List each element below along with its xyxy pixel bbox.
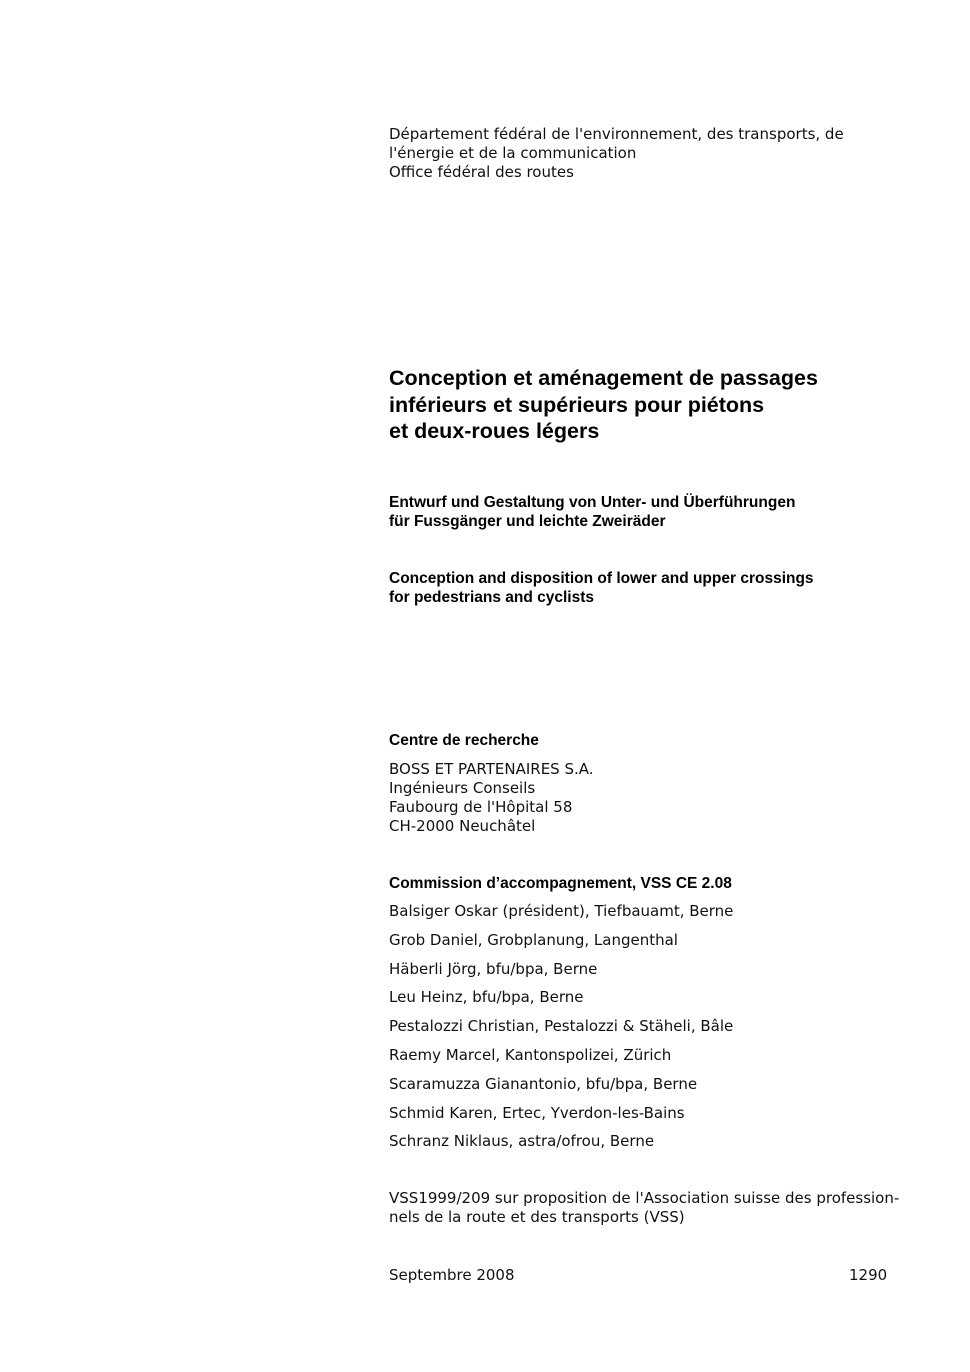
address-line: Ingénieurs Conseils bbox=[389, 779, 536, 797]
member-item: Balsiger Oskar (président), Tiefbauamt, Berne bbox=[389, 902, 734, 920]
address-line: BOSS ET PARTENAIRES S.A. bbox=[389, 760, 594, 778]
subtitle-line: Entwurf und Gestaltung von Unter- und Überführungen bbox=[389, 494, 796, 511]
subtitle-line: for pedestrians and cyclists bbox=[389, 589, 595, 606]
department-line: Office fédéral des routes bbox=[389, 163, 574, 181]
proposal-line: nels de la route et des transports (VSS) bbox=[389, 1208, 685, 1226]
address-line: Faubourg de l'Hôpital 58 bbox=[389, 798, 573, 816]
report-title bbox=[389, 365, 889, 445]
title-line: Conception et aménagement de passages bbox=[389, 366, 818, 390]
subtitle-german bbox=[389, 493, 889, 531]
department-header bbox=[389, 125, 889, 182]
subtitle-english bbox=[389, 569, 889, 607]
department-line: l'énergie et de la communication bbox=[389, 144, 637, 162]
proposal-note bbox=[389, 1189, 900, 1227]
member-item: Schranz Niklaus, astra/ofrou, Berne bbox=[389, 1132, 655, 1151]
member-item: Leu Heinz, bfu/bpa, Berne bbox=[389, 988, 584, 1007]
member-item: Pestalozzi Christian, Pestalozzi & Stäheli, Bâle bbox=[389, 1017, 734, 1036]
member-item: Grob Daniel, Grobplanung, Langenthal bbox=[389, 930, 678, 949]
research-centre-heading: Centre de recherche bbox=[389, 732, 539, 749]
department-line: Département fédéral de l'environnement, des transports, de bbox=[389, 125, 844, 143]
address-line: CH-2000 Neuchâtel bbox=[389, 817, 536, 835]
footer-date: Septembre 2008 bbox=[389, 1266, 515, 1284]
commission-members-list bbox=[389, 902, 889, 1161]
footer-report-number: 1290 bbox=[849, 1266, 888, 1284]
commission-heading: Commission d’accompagnement, VSS CE 2.08 bbox=[389, 875, 732, 892]
subtitle-line: Conception and disposition of lower and upper crossings bbox=[389, 570, 814, 587]
title-line: et deux-roues légers bbox=[389, 419, 600, 443]
member-item: Häberli Jörg, bfu/bpa, Berne bbox=[389, 959, 598, 978]
member-item: Scaramuzza Gianantonio, bfu/bpa, Berne bbox=[389, 1074, 698, 1093]
research-centre-address bbox=[389, 760, 889, 836]
member-item: Raemy Marcel, Kantonspolizei, Zürich bbox=[389, 1045, 672, 1064]
proposal-line: VSS1999/209 sur proposition de l'Association suisse des profession- bbox=[389, 1189, 900, 1207]
title-line: inférieurs et supérieurs pour piétons bbox=[389, 392, 765, 417]
member-item: Schmid Karen, Ertec, Yverdon-les-Bains bbox=[389, 1103, 685, 1122]
subtitle-line: für Fussgänger und leichte Zweiräder bbox=[389, 513, 666, 530]
